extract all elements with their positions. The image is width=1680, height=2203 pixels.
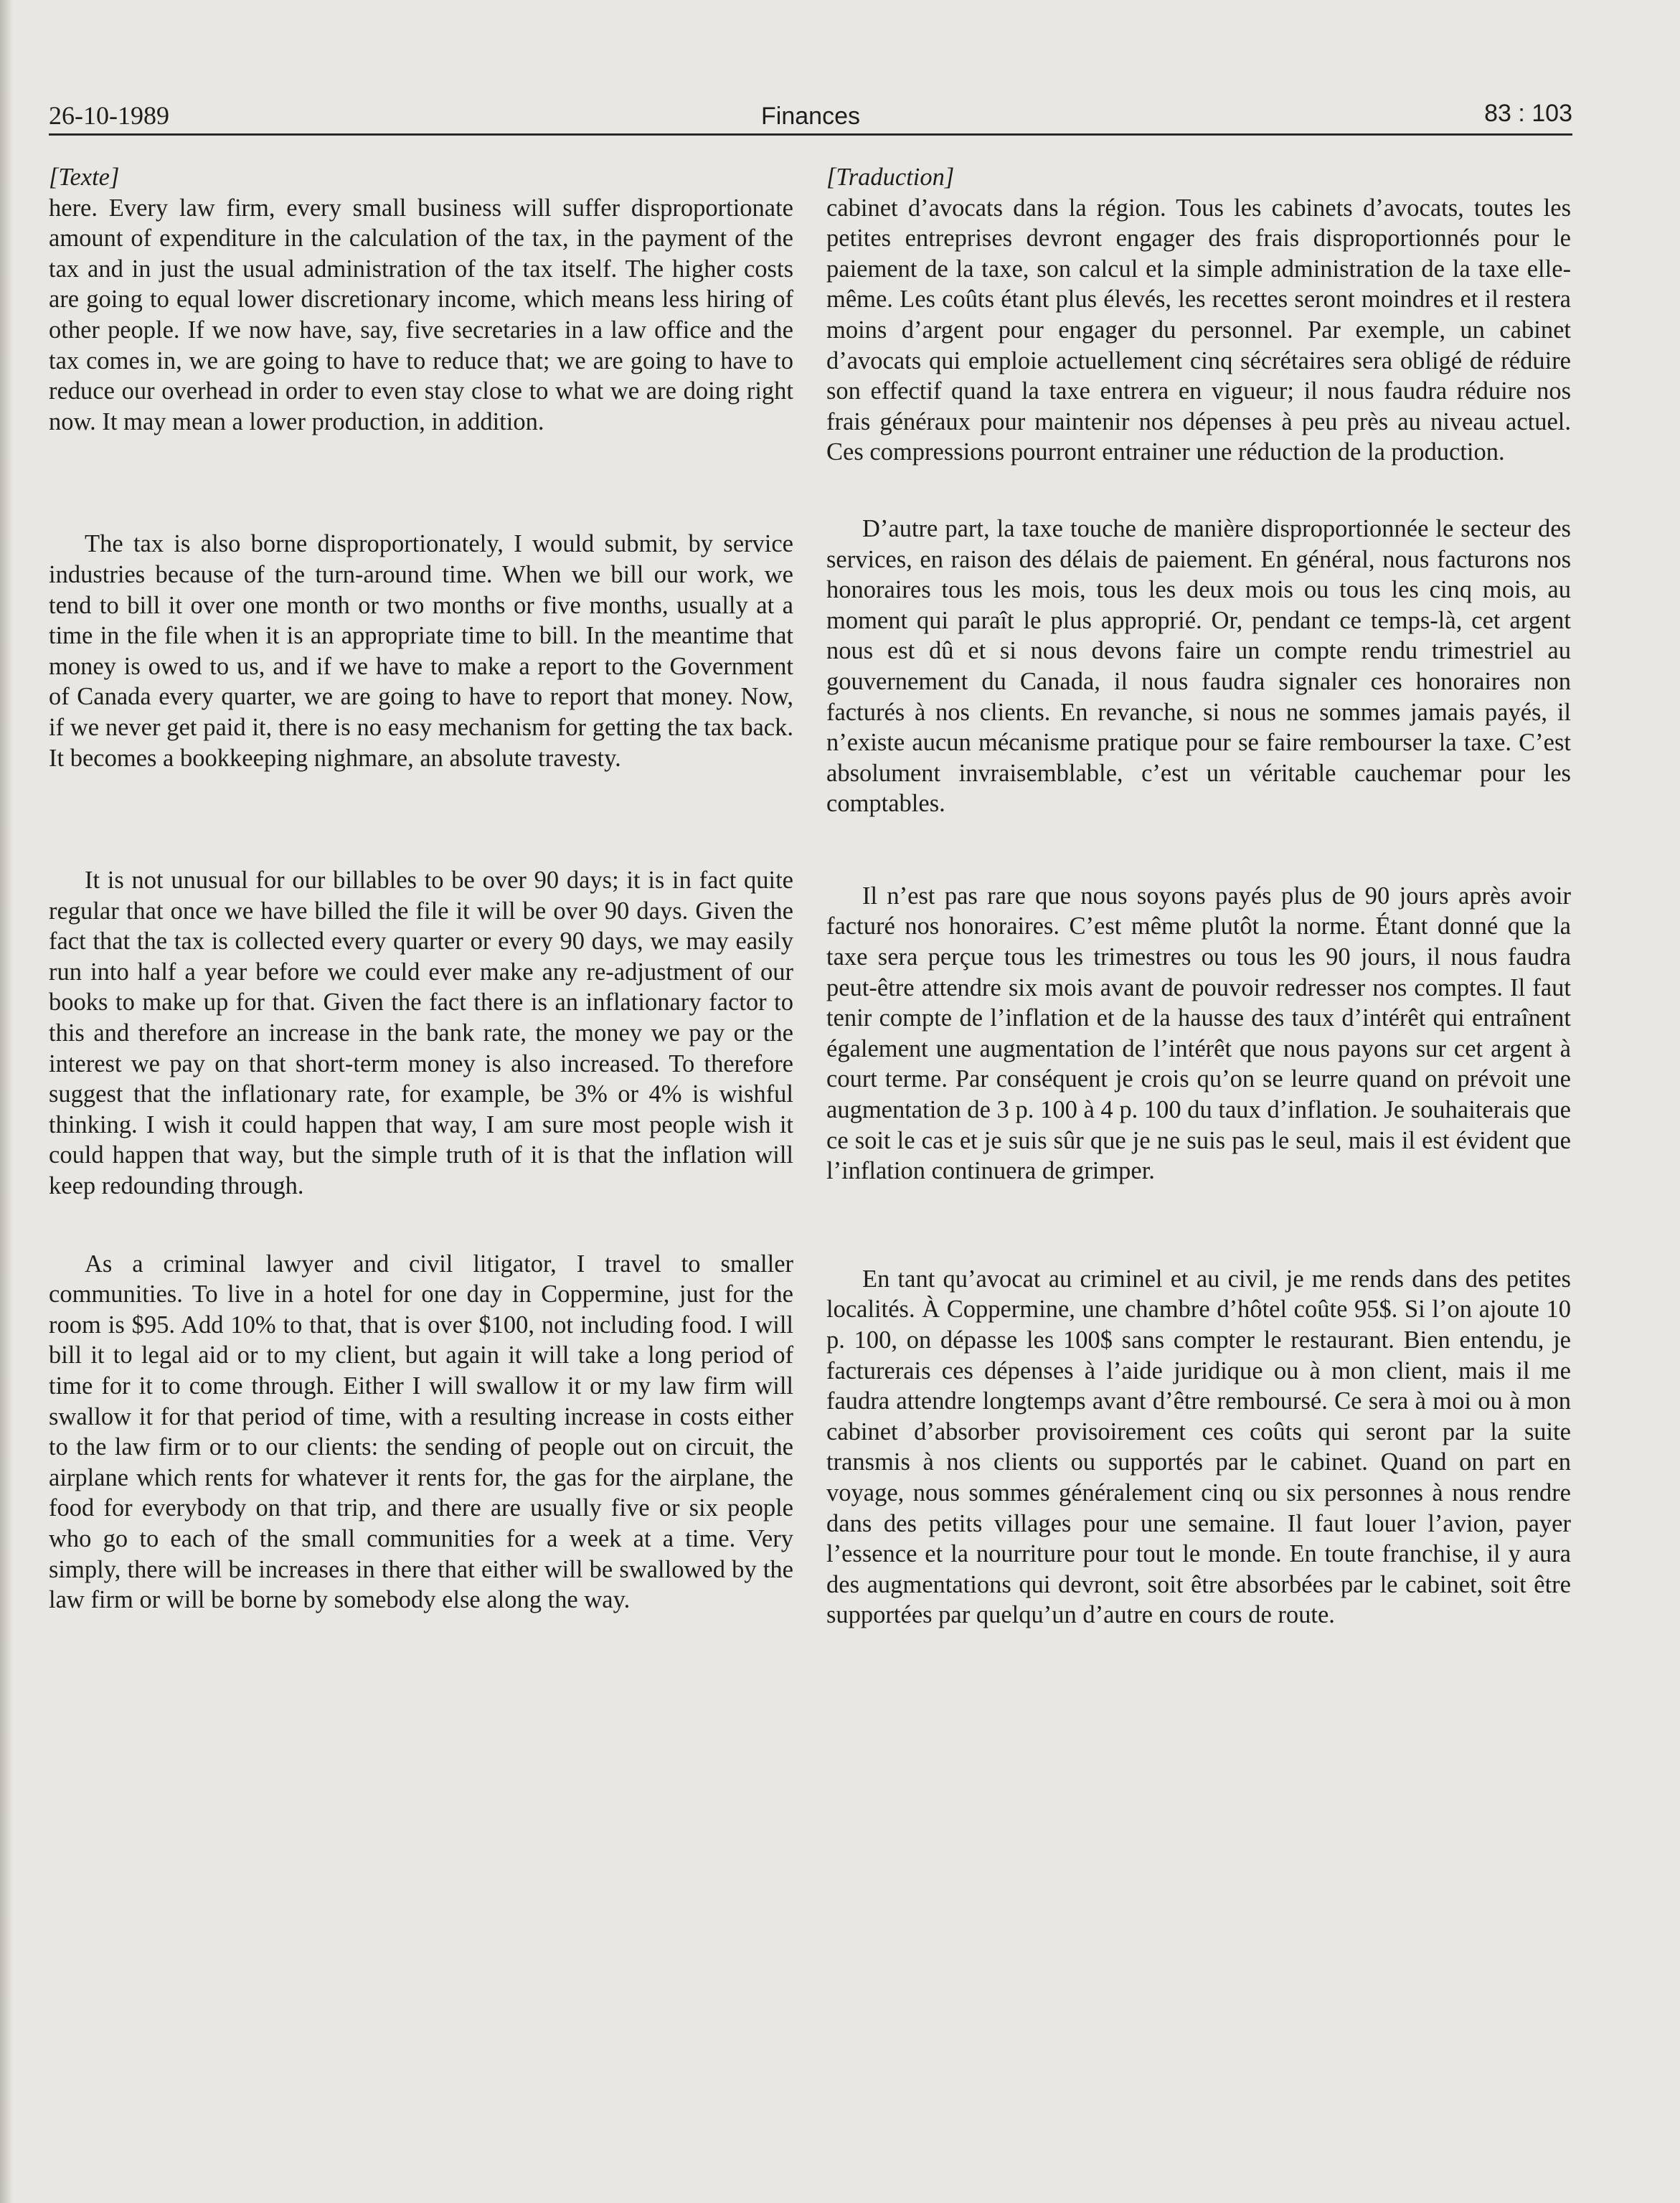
- english-paragraph-3: It is not unusual for our billables to be over 90 days; it is in fact quite regular that once we have billed the file it will be over 90 days. Given the fact that the tax is collected every quarter or every 90 days, we may easily run into half a year before we could ever make any re-adjustment of our books to make up for that. Given the fact there is an inflationary factor to this and therefore an increase in the bank rate, the money we pay or the interest we pay on that short-term money is also increased. To therefore suggest that the inflationary rate, for example, be 3% or 4% is wishful thinking. I wish it could happen that way, I am sure most people wish it could happen that way, but the simple truth of it is that the inflation will keep redounding through.: [49, 867, 793, 1200]
- french-paragraph-2: D’autre part, la taxe touche de manière disproportionnée le secteur des services, en raison des délais de paiement. En général, nous facturons nos honoraires tous les mois, tous les deux mois ou tous les cinq mois, au moment qui paraît le plus approprié. Or, pendant ce temps-là, cet argent nous est dû et si nous devons faire un compte rendu trimestriel au gouvernement du Canada, il nous faudra signaler ces honoraires non facturés à nos clients. En revanche, si nous ne sommes jamais payés, il n’existe aucun mécanisme pratique pour se faire rembourser la taxe. C’est absolument invraisemblable, c’est un véritable cauchemar pour les comptables.: [826, 514, 1571, 818]
- french-paragraph-4: En tant qu’avocat au criminel et au civil, je me rends dans des petites localités. À Coppermine, une chambre d’hôtel coûte 95$. Si l’on ajoute 10 p. 100, on dépasse les 100$ sans compter le restaurant. Bien entendu, je facturerais ces dépenses à l’aide juridique ou à mon client, mais il me faudra attendre longtemps avant d’être remboursé. Ce sera à moi ou à mon cabinet d’absorber provisoirement ces coûts qui seront par la suite transmis à nos clients ou supportés par le cabinet. Quand on part en voyage, nous sommes généralement cinq ou six personnes à nous rendre dans des petits villages pour une semaine. Il faut louer l’avion, payer l’essence et la nourriture pour tout le monde. En toute franchise, il y aura des augmentations qui devront, soit être absorbées par le cabinet, soit être supportées par quelqu’un d’autre en cours de route.: [826, 1265, 1571, 1629]
- english-column: [49, 162, 793, 1615]
- french-column: [826, 162, 1571, 1631]
- header-page-number: 83 : 103: [1484, 100, 1572, 127]
- page-edge-shadow: [0, 0, 13, 2203]
- page-header: [49, 100, 1572, 136]
- french-column-tag: [Traduction]: [826, 164, 955, 191]
- english-paragraph-2: The tax is also borne disproportionately, I would submit, by service industries because of the turn-around time. When we bill our work, we tend to bill it over one month or two months or five months, usually at a time in the file when it is an appropriate time to bill. In the meantime that money is owed to us, and if we have to make a report to the Government of Canada every quarter, we are going to have to report that money. Now, if we never get paid it, there is no easy mechanism for getting the tax back. It becomes a bookkeeping nighmare, an absolute travesty.: [49, 530, 793, 772]
- french-paragraph-1: cabinet d’avocats dans la région. Tous les cabinets d’avocats, toutes les petites entreprises devront engager des frais disproportionnés pour le paiement de la taxe, son calcul et la simple administration de la taxe elle-même. Les coûts étant plus élevés, les recettes seront moindres et il restera moins d’argent pour engager du personnel. Par exemple, un cabinet d’avocats qui emploie actuellement cinq sécrétaires sera obligé de réduire son effectif quand la taxe entrera en vigueur; il nous faudra réduire nos frais généraux pour maintenir nos dépenses à peu près au niveau actuel. Ces compressions pourront entrainer une réduction de la production.: [826, 194, 1571, 466]
- french-paragraph-3: Il n’est pas rare que nous soyons payés plus de 90 jours après avoir facturé nos honoraires. C’est même plutôt la norme. Étant donné que la taxe sera perçue tous les trimestres ou tous les 90 jours, il nous faudra peut-être attendre six mois avant de pouvoir redresser nos comptes. Il faut tenir compte de l’inflation et de la hausse des taux d’intérêt qui entraînent également une augmentation de l’intérêt que nous payons sur cet argent à court terme. Par conséquent je crois qu’on se leurre quand on prévoit une augmentation de 3 p. 100 à 4 p. 100 du taux d’inflation. Je souhaiterais que ce soit le cas et je suis sûr que je ne suis pas le seul, mais il est évident que l’inflation continuera de grimper.: [826, 882, 1571, 1185]
- english-paragraph-4: As a criminal lawyer and civil litigator, I travel to smaller communities. To live in a hotel for one day in Coppermine, just for the room is $95. Add 10% to that, that is over $100, not including food. I will bill it to legal aid or to my client, but again it will take a long period of time for it to come through. Either I will swallow it or my law firm will swallow it for that period of time, with a resulting increase in costs either to the law firm or to our clients: the sending of people out on circuit, the airplane which rents for whatever it rents for, the gas for the airplane, the food for everybody on that trip, and there are usually five or six people who go to each of the small communities for a week at a time. Very simply, there will be increases in there that either will be swallowed by the law firm or will be borne by somebody else along the way.: [49, 1250, 793, 1614]
- english-column-tag: [Texte]: [49, 164, 120, 191]
- header-date: 26-10-1989: [49, 101, 169, 130]
- header-title: Finances: [761, 103, 860, 130]
- english-paragraph-1: here. Every law firm, every small business will suffer disproportionate amount of expenditure in the calculation of the tax, in the payment of the tax and in just the usual administration of the tax itself. The higher costs are going to equal lower discretionary income, which means less hiring of other people. If we now have, say, five secretaries in a law office and the tax comes in, we are going to have to reduce that; we are going to have to reduce our overhead in order to even stay close to what we are doing right now. It may mean a lower production, in addition.: [49, 194, 793, 435]
